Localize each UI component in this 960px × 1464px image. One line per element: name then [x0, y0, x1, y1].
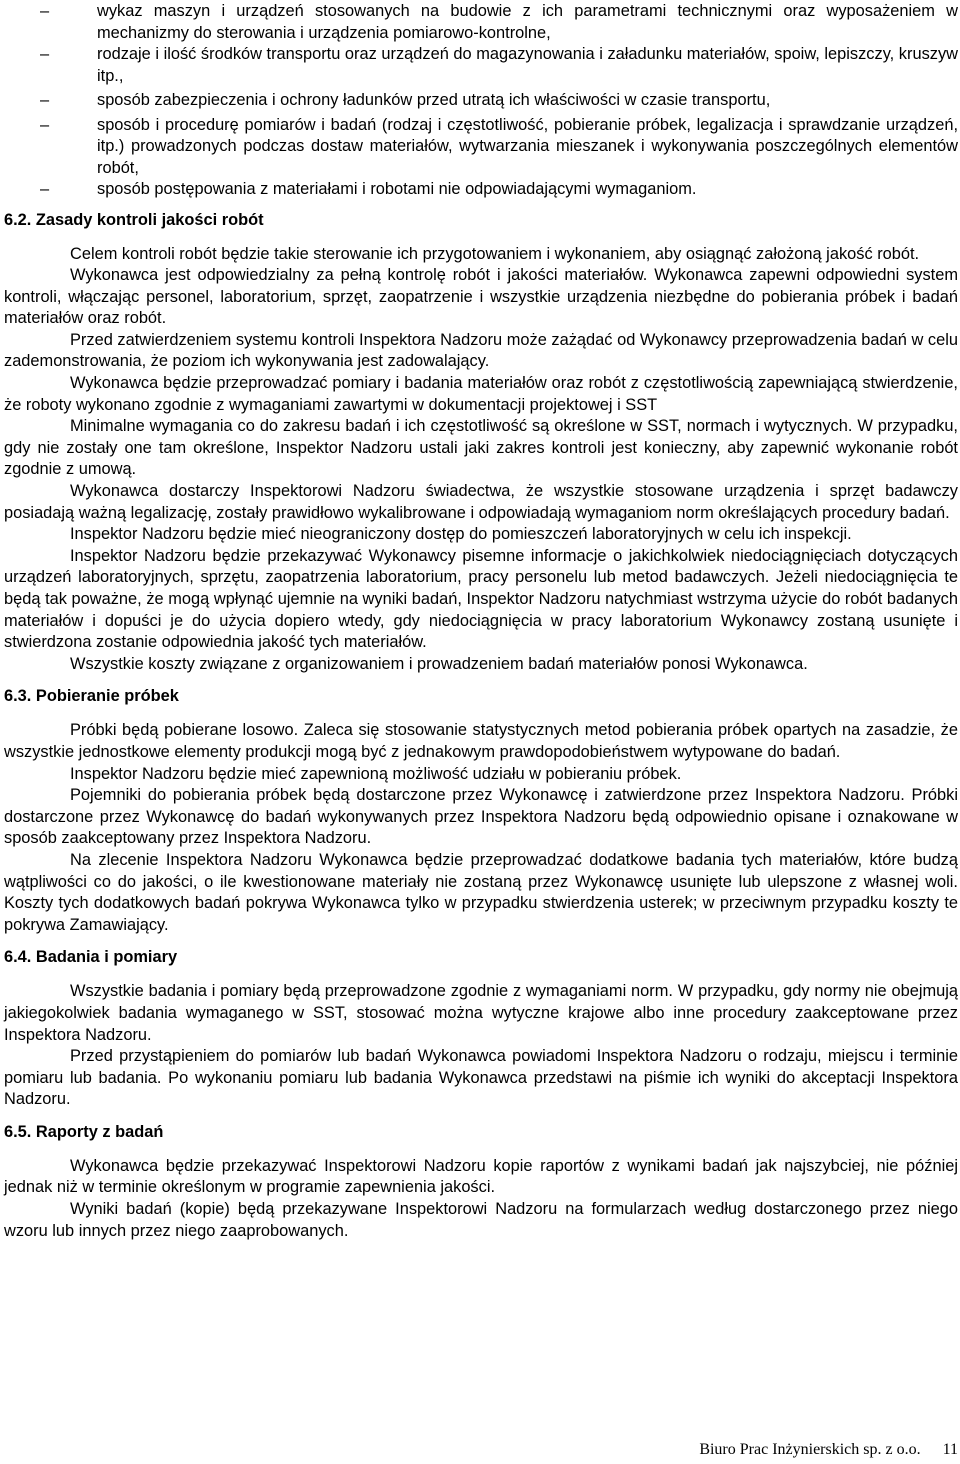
paragraph: Minimalne wymagania co do zakresu badań i ich częstotliwość są określone w SST, normach i wytycznych. W przypadku, gdy nie zostały one tam określone, Inspektor Nadzoru ustali jaki zakres kontroli jest konieczny, aby zapewnić wykonanie robót zgodnie z umową.: [4, 417, 958, 479]
section-heading-6-5: 6.5. Raporty z badań: [4, 1122, 164, 1141]
section-heading-6-4: 6.4. Badania i pomiary: [4, 948, 178, 967]
paragraph: Wykonawca będzie przekazywać Inspektorowi Nadzoru kopie raportów z wynikami badań jak najszybciej, nie później jednak niż w terminie określonym w programie zapewnienia jakości.: [4, 1156, 958, 1197]
page-footer: [699, 1440, 958, 1460]
paragraph: Wyniki badań (kopie) będą przekazywane Inspektorowi Nadzoru na formularzach według dostarczonego przez niego wzoru lub innych przez niego zaaprobowanych.: [4, 1200, 958, 1240]
dash-bullet: –: [40, 180, 50, 198]
paragraph: Wykonawca jest odpowiedzialny za pełną kontrolę robót i jakości materiałów. Wykonawca zapewni odpowiedni system kontroli, włączając personel, laboratorium, sprzęt, zaopatrzenie i wszystkie urządzenia niezbędne do pobierania próbek i badań materiałów oraz robót.: [4, 266, 958, 328]
document-page: [4, 0, 958, 1242]
list-item-text: sposób zabezpieczenia i ochrony ładunków przed utratą ich właściwości w czasie transportu,: [97, 91, 771, 109]
paragraph: Wykonawca będzie przeprowadzać pomiary i badania materiałów oraz robót z częstotliwością zapewniającą stwierdzenie, że roboty wykonano zgodnie z wymaganiami zawartymi w dokumentacji projektowej i SST: [4, 374, 958, 414]
list-item-text: wykaz maszyn i urządzeń stosowanych na budowie z ich parametrami technicznymi oraz wyposażeniem w mechanizmy do sterowania i urządzenia pomiarowo-kontrolne,: [97, 2, 958, 42]
list-item-text: sposób postępowania z materiałami i robotami nie odpowiadającymi wymaganiom.: [97, 180, 697, 198]
page-number: 11: [942, 1441, 958, 1458]
paragraph: Celem kontroli robót będzie takie sterowanie ich przygotowaniem i wykonaniem, aby osiągnąć założoną jakość robót.: [70, 244, 920, 263]
requirements-list: [4, 1, 958, 201]
footer-company: Biuro Prac Inżynierskich sp. z o.o.: [699, 1441, 921, 1458]
paragraph: Inspektor Nadzoru będzie mieć zapewnioną możliwość udziału w pobieraniu próbek.: [70, 764, 682, 783]
dash-bullet: –: [40, 91, 50, 109]
paragraph: Przed zatwierdzeniem systemu kontroli Inspektora Nadzoru może zażądać od Wykonawcy przeprowadzenia badań w celu zademonstrowania, że poziom ich wykonywania jest zadowalający.: [4, 330, 958, 371]
dash-bullet: –: [40, 115, 50, 134]
paragraph: Wykonawca dostarczy Inspektorowi Nadzoru świadectwa, że wszystkie stosowane urządzenia i sprzęt badawczy posiadają ważną legalizację, zostały prawidłowo wykalibrowane i odpowiadają wymaganiom norm określających procedury badań.: [4, 482, 958, 522]
paragraph: Próbki będą pobierane losowo. Zaleca się stosowanie statystycznych metod pobierania próbek opartych na zasadzie, że wszystkie jednostkowe elementy produkcji mogą być z jednakowym prawdopodobieństwem wytypowane do badań.: [4, 721, 958, 761]
list-item: [4, 44, 958, 87]
paragraph: Wszystkie badania i pomiary będą przeprowadzone zgodnie z wymaganiami norm. W przypadku, gdy normy nie obejmują jakiegokolwiek badania wymaganego w SST, stosować można wytyczne krajowe albo inne procedury zaakceptowane przez Inspektora Nadzoru.: [4, 982, 958, 1044]
section-heading-6-2: 6.2. Zasady kontroli jakości robót: [4, 210, 264, 229]
paragraph: Wszystkie koszty związane z organizowaniem i prowadzeniem badań materiałów ponosi Wykonawca.: [70, 654, 808, 673]
paragraph: Inspektor Nadzoru będzie mieć nieograniczony dostęp do pomieszczeń laboratoryjnych w celu ich inspekcji.: [70, 525, 852, 544]
dash-bullet: –: [40, 45, 50, 63]
list-item: [4, 179, 958, 201]
section-heading-6-3: 6.3. Pobieranie próbek: [4, 687, 179, 706]
list-item: [4, 1, 958, 44]
paragraph: Pojemniki do pobierania próbek będą dostarczone przez Wykonawcę i zatwierdzone przez Inspektora Nadzoru. Próbki dostarczone przez Wykonawcę do badań wykonywanych przez Inspektora Nadzoru będą odpowiednio opisane i oznakowane w sposób zaakceptowany przez Inspektora Nadzoru.: [4, 786, 958, 848]
paragraph: Inspektor Nadzoru będzie przekazywać Wykonawcy pisemne informacje o jakichkolwiek niedociągnięciach dotyczących urządzeń laboratoryjnych, sprzętu, zaopatrzenia laboratorium, pracy personelu lub metod badawczych. Jeżeli niedociągnięcia te będą tak poważne, że mogą wpłynąć ujemnie na wyniki badań, Inspektor Nadzoru natychmiast wstrzyma użycie do robót badanych materiałów i dopuści je do użycia dopiero wtedy, gdy niedociągnięcia w pracy laboratorium Wykonawcy zostaną usunięte i stwierdzona zostanie odpowiednia jakość tych materiałów.: [4, 546, 958, 652]
list-item-text: rodzaje i ilość środków transportu oraz urządzeń do magazynowania i załadunku materiałów, spoiw, lepiszczy, kruszyw itp.,: [97, 45, 958, 85]
list-item: [4, 115, 958, 180]
list-item-text: sposób i procedurę pomiarów i badań (rodzaj i częstotliwość, pobieranie próbek, legalizacja i sprawdzanie urządzeń, itp.) prowadzonych podczas dostaw materiałów, wytwarzania mieszanek i wykonywania poszczególnych elementów robót,: [97, 115, 958, 177]
list-item: [4, 90, 958, 112]
paragraph: Przed przystąpieniem do pomiarów lub badań Wykonawca powiadomi Inspektora Nadzoru o rodzaju, miejscu i terminie pomiaru lub badania. Po wykonaniu pomiaru lub badania Wykonawca przedstawi na piśmie ich wyniki do akceptacji Inspektora Nadzoru.: [4, 1047, 958, 1109]
dash-bullet: –: [40, 2, 50, 20]
paragraph: Na zlecenie Inspektora Nadzoru Wykonawca będzie przeprowadzać dodatkowe badania tych materiałów, które budzą wątpliwości co do jakości, o ile kwestionowane materiały nie zostaną przez Wykonawcę usunięte lub ulepszone z własnej woli. Koszty tych dodatkowych badań pokrywa Wykonawca tylko w przypadku stwierdzenia usterek; w przeciwnym przypadku koszty te pokrywa Zamawiający.: [4, 850, 958, 934]
